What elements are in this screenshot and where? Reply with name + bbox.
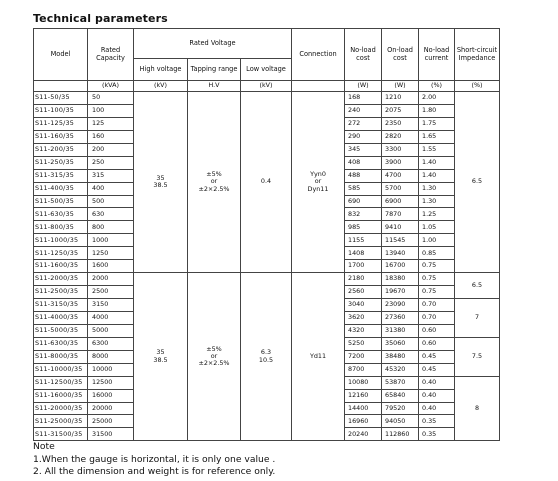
- note-line-1: 1.When the gauge is horizontal, it is only one value .: [33, 453, 276, 465]
- onload-cost-cell: 5700: [382, 182, 419, 195]
- model-cell: S11-125/35: [34, 117, 88, 130]
- capacity-cell: 8000: [88, 350, 134, 363]
- capacity-cell: 250: [88, 156, 134, 169]
- capacity-cell: 400: [88, 182, 134, 195]
- noload-current-cell: 0.75: [419, 273, 455, 286]
- noload-current-cell: 1.40: [419, 156, 455, 169]
- capacity-cell: 160: [88, 130, 134, 143]
- noload-current-cell: 0.45: [419, 350, 455, 363]
- model-cell: S11-8000/35: [34, 350, 88, 363]
- noload-cost-cell: 408: [345, 156, 382, 169]
- capacity-cell: 315: [88, 169, 134, 182]
- noload-current-cell: 1.55: [419, 143, 455, 156]
- noload-cost-cell: 1155: [345, 234, 382, 247]
- noload-cost-cell: 8700: [345, 363, 382, 376]
- onload-cost-cell: 4700: [382, 169, 419, 182]
- noload-cost-cell: 14400: [345, 402, 382, 415]
- unit-onload-cost: (W): [382, 81, 419, 92]
- noload-current-cell: 1.75: [419, 117, 455, 130]
- model-cell: S11-2500/35: [34, 286, 88, 299]
- noload-cost-cell: 585: [345, 182, 382, 195]
- unit-tapping: H.V: [188, 81, 241, 92]
- noload-current-cell: 1.00: [419, 234, 455, 247]
- onload-cost-cell: 27360: [382, 311, 419, 324]
- onload-cost-cell: 38480: [382, 350, 419, 363]
- onload-cost-cell: 6900: [382, 195, 419, 208]
- noload-current-cell: 2.00: [419, 92, 455, 105]
- noload-current-cell: 0.35: [419, 415, 455, 428]
- model-cell: S11-1000/35: [34, 234, 88, 247]
- onload-cost-cell: 112860: [382, 428, 419, 441]
- noload-current-cell: 0.70: [419, 299, 455, 312]
- capacity-cell: 3150: [88, 299, 134, 312]
- header-short-circuit-impedance: Short-circuit Impedance: [455, 29, 500, 81]
- notes-heading: Note: [33, 441, 55, 452]
- model-cell: S11-20000/35: [34, 402, 88, 415]
- model-cell: S11-10000/35: [34, 363, 88, 376]
- model-cell: S11-250/35: [34, 156, 88, 169]
- onload-cost-cell: 16700: [382, 260, 419, 273]
- unit-noload-current: (%): [419, 81, 455, 92]
- header-rated-capacity: Rated Capacity: [88, 29, 134, 81]
- onload-cost-cell: 18380: [382, 273, 419, 286]
- model-cell: S11-800/35: [34, 221, 88, 234]
- noload-current-cell: 1.05: [419, 221, 455, 234]
- header-noload-current: No-load current: [419, 29, 455, 81]
- capacity-cell: 125: [88, 117, 134, 130]
- capacity-cell: 31500: [88, 428, 134, 441]
- noload-cost-cell: 3620: [345, 311, 382, 324]
- onload-cost-cell: 2820: [382, 130, 419, 143]
- model-cell: S11-1600/35: [34, 260, 88, 273]
- model-cell: S11-100/35: [34, 104, 88, 117]
- noload-cost-cell: 12160: [345, 389, 382, 402]
- noload-current-cell: 0.35: [419, 428, 455, 441]
- capacity-cell: 800: [88, 221, 134, 234]
- notes: [33, 441, 275, 479]
- unit-model: [34, 81, 88, 92]
- onload-cost-cell: 3900: [382, 156, 419, 169]
- noload-cost-cell: 10080: [345, 376, 382, 389]
- capacity-cell: 20000: [88, 402, 134, 415]
- noload-current-cell: 0.75: [419, 286, 455, 299]
- capacity-cell: 16000: [88, 389, 134, 402]
- header-noload-cost: No-load cost: [345, 29, 382, 81]
- noload-current-cell: 0.40: [419, 376, 455, 389]
- noload-current-cell: 1.65: [419, 130, 455, 143]
- noload-current-cell: 0.85: [419, 247, 455, 260]
- impedance-cell: 6.5: [455, 273, 500, 299]
- noload-cost-cell: 488: [345, 169, 382, 182]
- noload-current-cell: 1.40: [419, 169, 455, 182]
- model-cell: S11-3150/35: [34, 299, 88, 312]
- model-cell: S11-4000/35: [34, 311, 88, 324]
- noload-cost-cell: 2180: [345, 273, 382, 286]
- capacity-cell: 200: [88, 143, 134, 156]
- model-cell: S11-5000/35: [34, 324, 88, 337]
- connection-cell: Yyn0 or Dyn11: [292, 92, 345, 273]
- noload-current-cell: 0.70: [419, 311, 455, 324]
- noload-cost-cell: 1408: [345, 247, 382, 260]
- low-voltage-cell: 0.4: [241, 92, 292, 273]
- header-rated-voltage: Rated Voltage: [134, 29, 292, 59]
- onload-cost-cell: 3300: [382, 143, 419, 156]
- model-cell: S11-2000/35: [34, 273, 88, 286]
- note-line-2: 2. All the dimension and weight is for reference only.: [33, 466, 276, 478]
- tapping-range-cell: ±5% or ±2×2.5%: [188, 92, 241, 273]
- capacity-cell: 1000: [88, 234, 134, 247]
- onload-cost-cell: 13940: [382, 247, 419, 260]
- header-onload-cost: On-load cost: [382, 29, 419, 81]
- capacity-cell: 1600: [88, 260, 134, 273]
- model-cell: S11-12500/35: [34, 376, 88, 389]
- onload-cost-cell: 23090: [382, 299, 419, 312]
- header-connection: Connection: [292, 29, 345, 81]
- noload-current-cell: 0.40: [419, 389, 455, 402]
- noload-cost-cell: 168: [345, 92, 382, 105]
- capacity-cell: 10000: [88, 363, 134, 376]
- noload-cost-cell: 240: [345, 104, 382, 117]
- model-cell: S11-315/35: [34, 169, 88, 182]
- impedance-cell: 8: [455, 376, 500, 441]
- header-low-voltage: Low voltage: [241, 59, 292, 81]
- model-cell: S11-500/35: [34, 195, 88, 208]
- unit-low-voltage: (kV): [241, 81, 292, 92]
- noload-cost-cell: 5250: [345, 337, 382, 350]
- technical-parameters-table: [33, 28, 500, 441]
- model-cell: S11-25000/35: [34, 415, 88, 428]
- impedance-cell: 7.5: [455, 337, 500, 376]
- onload-cost-cell: 45320: [382, 363, 419, 376]
- model-cell: S11-160/35: [34, 130, 88, 143]
- unit-impedance: (%): [455, 81, 500, 92]
- noload-current-cell: 0.75: [419, 260, 455, 273]
- onload-cost-cell: 2350: [382, 117, 419, 130]
- page-title: Technical parameters: [33, 12, 168, 25]
- high-voltage-cell: 35 38.5: [134, 92, 188, 273]
- unit-noload-cost: (W): [345, 81, 382, 92]
- onload-cost-cell: 9410: [382, 221, 419, 234]
- noload-current-cell: 0.60: [419, 324, 455, 337]
- tapping-range-cell: ±5% or ±2×2.5%: [188, 273, 241, 441]
- noload-cost-cell: 20240: [345, 428, 382, 441]
- onload-cost-cell: 19670: [382, 286, 419, 299]
- model-cell: S11-16000/35: [34, 389, 88, 402]
- onload-cost-cell: 79520: [382, 402, 419, 415]
- noload-cost-cell: 290: [345, 130, 382, 143]
- noload-current-cell: 1.30: [419, 182, 455, 195]
- impedance-cell: 7: [455, 299, 500, 338]
- onload-cost-cell: 65840: [382, 389, 419, 402]
- header-model: Model: [34, 29, 88, 81]
- noload-cost-cell: 4320: [345, 324, 382, 337]
- onload-cost-cell: 1210: [382, 92, 419, 105]
- capacity-cell: 50: [88, 92, 134, 105]
- table-row: [34, 273, 500, 286]
- noload-cost-cell: 272: [345, 117, 382, 130]
- noload-current-cell: 0.60: [419, 337, 455, 350]
- noload-cost-cell: 1700: [345, 260, 382, 273]
- noload-current-cell: 0.40: [419, 402, 455, 415]
- model-cell: S11-630/35: [34, 208, 88, 221]
- header-high-voltage: High voltage: [134, 59, 188, 81]
- noload-cost-cell: 16960: [345, 415, 382, 428]
- model-cell: S11-31500/35: [34, 428, 88, 441]
- noload-cost-cell: 3040: [345, 299, 382, 312]
- capacity-cell: 500: [88, 195, 134, 208]
- onload-cost-cell: 35060: [382, 337, 419, 350]
- model-cell: S11-6300/35: [34, 337, 88, 350]
- noload-cost-cell: 2560: [345, 286, 382, 299]
- onload-cost-cell: 53870: [382, 376, 419, 389]
- impedance-cell: 6.5: [455, 92, 500, 273]
- onload-cost-cell: 11545: [382, 234, 419, 247]
- noload-current-cell: 1.30: [419, 195, 455, 208]
- model-cell: S11-400/35: [34, 182, 88, 195]
- table-body: [34, 92, 500, 441]
- noload-cost-cell: 832: [345, 208, 382, 221]
- capacity-cell: 100: [88, 104, 134, 117]
- noload-cost-cell: 985: [345, 221, 382, 234]
- header-tapping-range: Tapping range: [188, 59, 241, 81]
- high-voltage-cell: 35 38.5: [134, 273, 188, 441]
- capacity-cell: 2500: [88, 286, 134, 299]
- table-row: [34, 92, 500, 105]
- noload-current-cell: 1.25: [419, 208, 455, 221]
- unit-capacity: (kVA): [88, 81, 134, 92]
- capacity-cell: 6300: [88, 337, 134, 350]
- noload-cost-cell: 7200: [345, 350, 382, 363]
- low-voltage-cell: 6.3 10.5: [241, 273, 292, 441]
- model-cell: S11-1250/35: [34, 247, 88, 260]
- model-cell: S11-200/35: [34, 143, 88, 156]
- noload-cost-cell: 690: [345, 195, 382, 208]
- capacity-cell: 630: [88, 208, 134, 221]
- capacity-cell: 25000: [88, 415, 134, 428]
- capacity-cell: 12500: [88, 376, 134, 389]
- capacity-cell: 5000: [88, 324, 134, 337]
- unit-connection: [292, 81, 345, 92]
- capacity-cell: 1250: [88, 247, 134, 260]
- connection-cell: Yd11: [292, 273, 345, 441]
- noload-current-cell: 0.45: [419, 363, 455, 376]
- model-cell: S11-50/35: [34, 92, 88, 105]
- onload-cost-cell: 94050: [382, 415, 419, 428]
- onload-cost-cell: 31380: [382, 324, 419, 337]
- onload-cost-cell: 2075: [382, 104, 419, 117]
- unit-high-voltage: (kV): [134, 81, 188, 92]
- capacity-cell: 2000: [88, 273, 134, 286]
- capacity-cell: 4000: [88, 311, 134, 324]
- noload-cost-cell: 345: [345, 143, 382, 156]
- noload-current-cell: 1.80: [419, 104, 455, 117]
- onload-cost-cell: 7870: [382, 208, 419, 221]
